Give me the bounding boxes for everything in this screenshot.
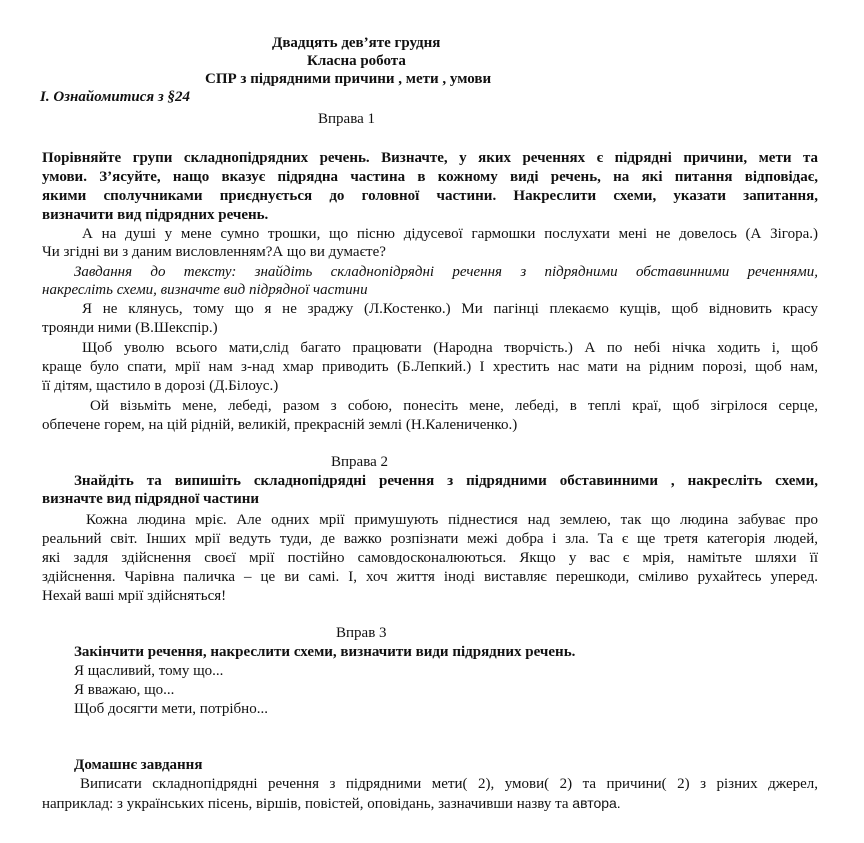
exercise2-text-line: які задля здійснення своєї мрії постійно самовдосконалюються. Якщо у вас є мрія, намітьте шляхи її bbox=[42, 550, 818, 566]
exercise2-title: Вправа 2 bbox=[331, 454, 388, 470]
work-type-heading: Класна робота bbox=[307, 53, 406, 69]
paragraph-line: Я не клянусь, тому що я не зраджу (Л.Костенко.) Ми пагінці плекаємо кущів, щоб відновить красу bbox=[82, 301, 818, 317]
exercise2-text-line: Кожна людина мріє. Але одних мрії примушують піднестися над землею, так що людина забуває про bbox=[86, 512, 818, 528]
text1-line: А на душі у мене сумно трошки, що пісню дідусевої гармошки послухати мені не довелось (А Зігора.) bbox=[82, 226, 818, 242]
text1-line: Чи згідні ви з даним висловленням?А що ви думаєте? bbox=[42, 244, 386, 260]
exercise1-instruction-line: визначити вид підрядних речень. bbox=[42, 207, 269, 223]
paragraph-line: Ой візьміть мене, лебеді, разом з собою, понесіть мене, лебеді, в теплі краї, щоб зігрілося серце, bbox=[90, 398, 818, 414]
exercise2-instruction-line: визначте вид підрядної частини bbox=[42, 491, 260, 507]
homework-text-end: автора. bbox=[572, 795, 621, 811]
task-note-line: Завдання до тексту: знайдіть складнопідрядні речення з підрядними обставинними реченнями, bbox=[74, 264, 818, 280]
task1-heading: І. Ознайомитися з §24 bbox=[40, 89, 190, 105]
homework-text-line2 bbox=[42, 794, 621, 813]
paragraph-line: її дітям, щастило в дорозі (Д.Білоус.) bbox=[42, 378, 279, 394]
homework-title: Домашнє завдання bbox=[74, 757, 203, 773]
date-heading: Двадцять дев’яте грудня bbox=[272, 35, 441, 51]
exercise1-title: Вправа 1 bbox=[318, 111, 375, 127]
exercise2-text-line: Нехай ваші мрії здійсняться! bbox=[42, 588, 227, 604]
paragraph-line: обпечене горем, на цій рідній, великій, прекрасній землі (Н.Калениченко.) bbox=[42, 417, 518, 433]
homework-text-line: Виписати складнопідрядні речення з підрядними мети( 2), умови( 2) та причини( 2) з різних джерел, bbox=[80, 776, 818, 792]
paragraph-line: краще було спати, мрії нам з-над хмар приводить (Б.Лепкий.) І хрестить нас мати на рідним порозі, щоб нам, bbox=[42, 359, 818, 375]
exercise3-title: Вправ 3 bbox=[336, 625, 387, 641]
exercise3-item: Я вважаю, що... bbox=[74, 682, 175, 698]
exercise2-text-line: реальний світ. Інших мрії ведуть туди, де важко розпізнати межі добра і зла. Та є ще третя категорія людей, bbox=[42, 531, 818, 547]
homework-text-part: наприклад: з українських пісень, віршів, повістей, оповідань, зазначивши назву та bbox=[42, 796, 573, 812]
exercise1-instruction-line: Порівняйте групи складнопідрядних речень. Визначте, у яких реченнях є підрядні причини, мети та bbox=[42, 150, 818, 166]
task-note-line: накресліть схеми, визначте вид підрядної частини bbox=[42, 282, 368, 298]
topic-heading: СПР з підрядними причини , мети , умови bbox=[205, 71, 492, 87]
exercise2-text-line: здійснення. Чарівна паличка – це ви самі. І, хоч життя іноді виставляє перешкоди, сміливо рухайтесь уперед. bbox=[42, 569, 818, 585]
exercise3-instruction: Закінчити речення, накреслити схеми, визначити види підрядних речень. bbox=[74, 644, 576, 660]
exercise2-instruction-line: Знайдіть та випишіть складнопідрядні речення з підрядними обставинними , накресліть схеми, bbox=[74, 473, 818, 489]
paragraph-line: троянди ними (В.Шекспір.) bbox=[42, 320, 218, 336]
exercise3-item: Я щасливий, тому що... bbox=[74, 663, 224, 679]
exercise1-instruction-line: якими сполучниками приєднується до головної частини. Накреслити схеми, указати запитання, bbox=[42, 188, 818, 204]
exercise3-item: Щоб досягти мети, потрібно... bbox=[74, 701, 268, 717]
paragraph-line: Щоб уволю всього мати,слід багато працювати (Народна творчість.) А по небі нічка ходить і, щоб bbox=[82, 340, 818, 356]
exercise1-instruction-line: умови. З’ясуйте, нащо вказує підрядна частина в кожному виді речень, на які питання відповідає, bbox=[42, 169, 818, 185]
